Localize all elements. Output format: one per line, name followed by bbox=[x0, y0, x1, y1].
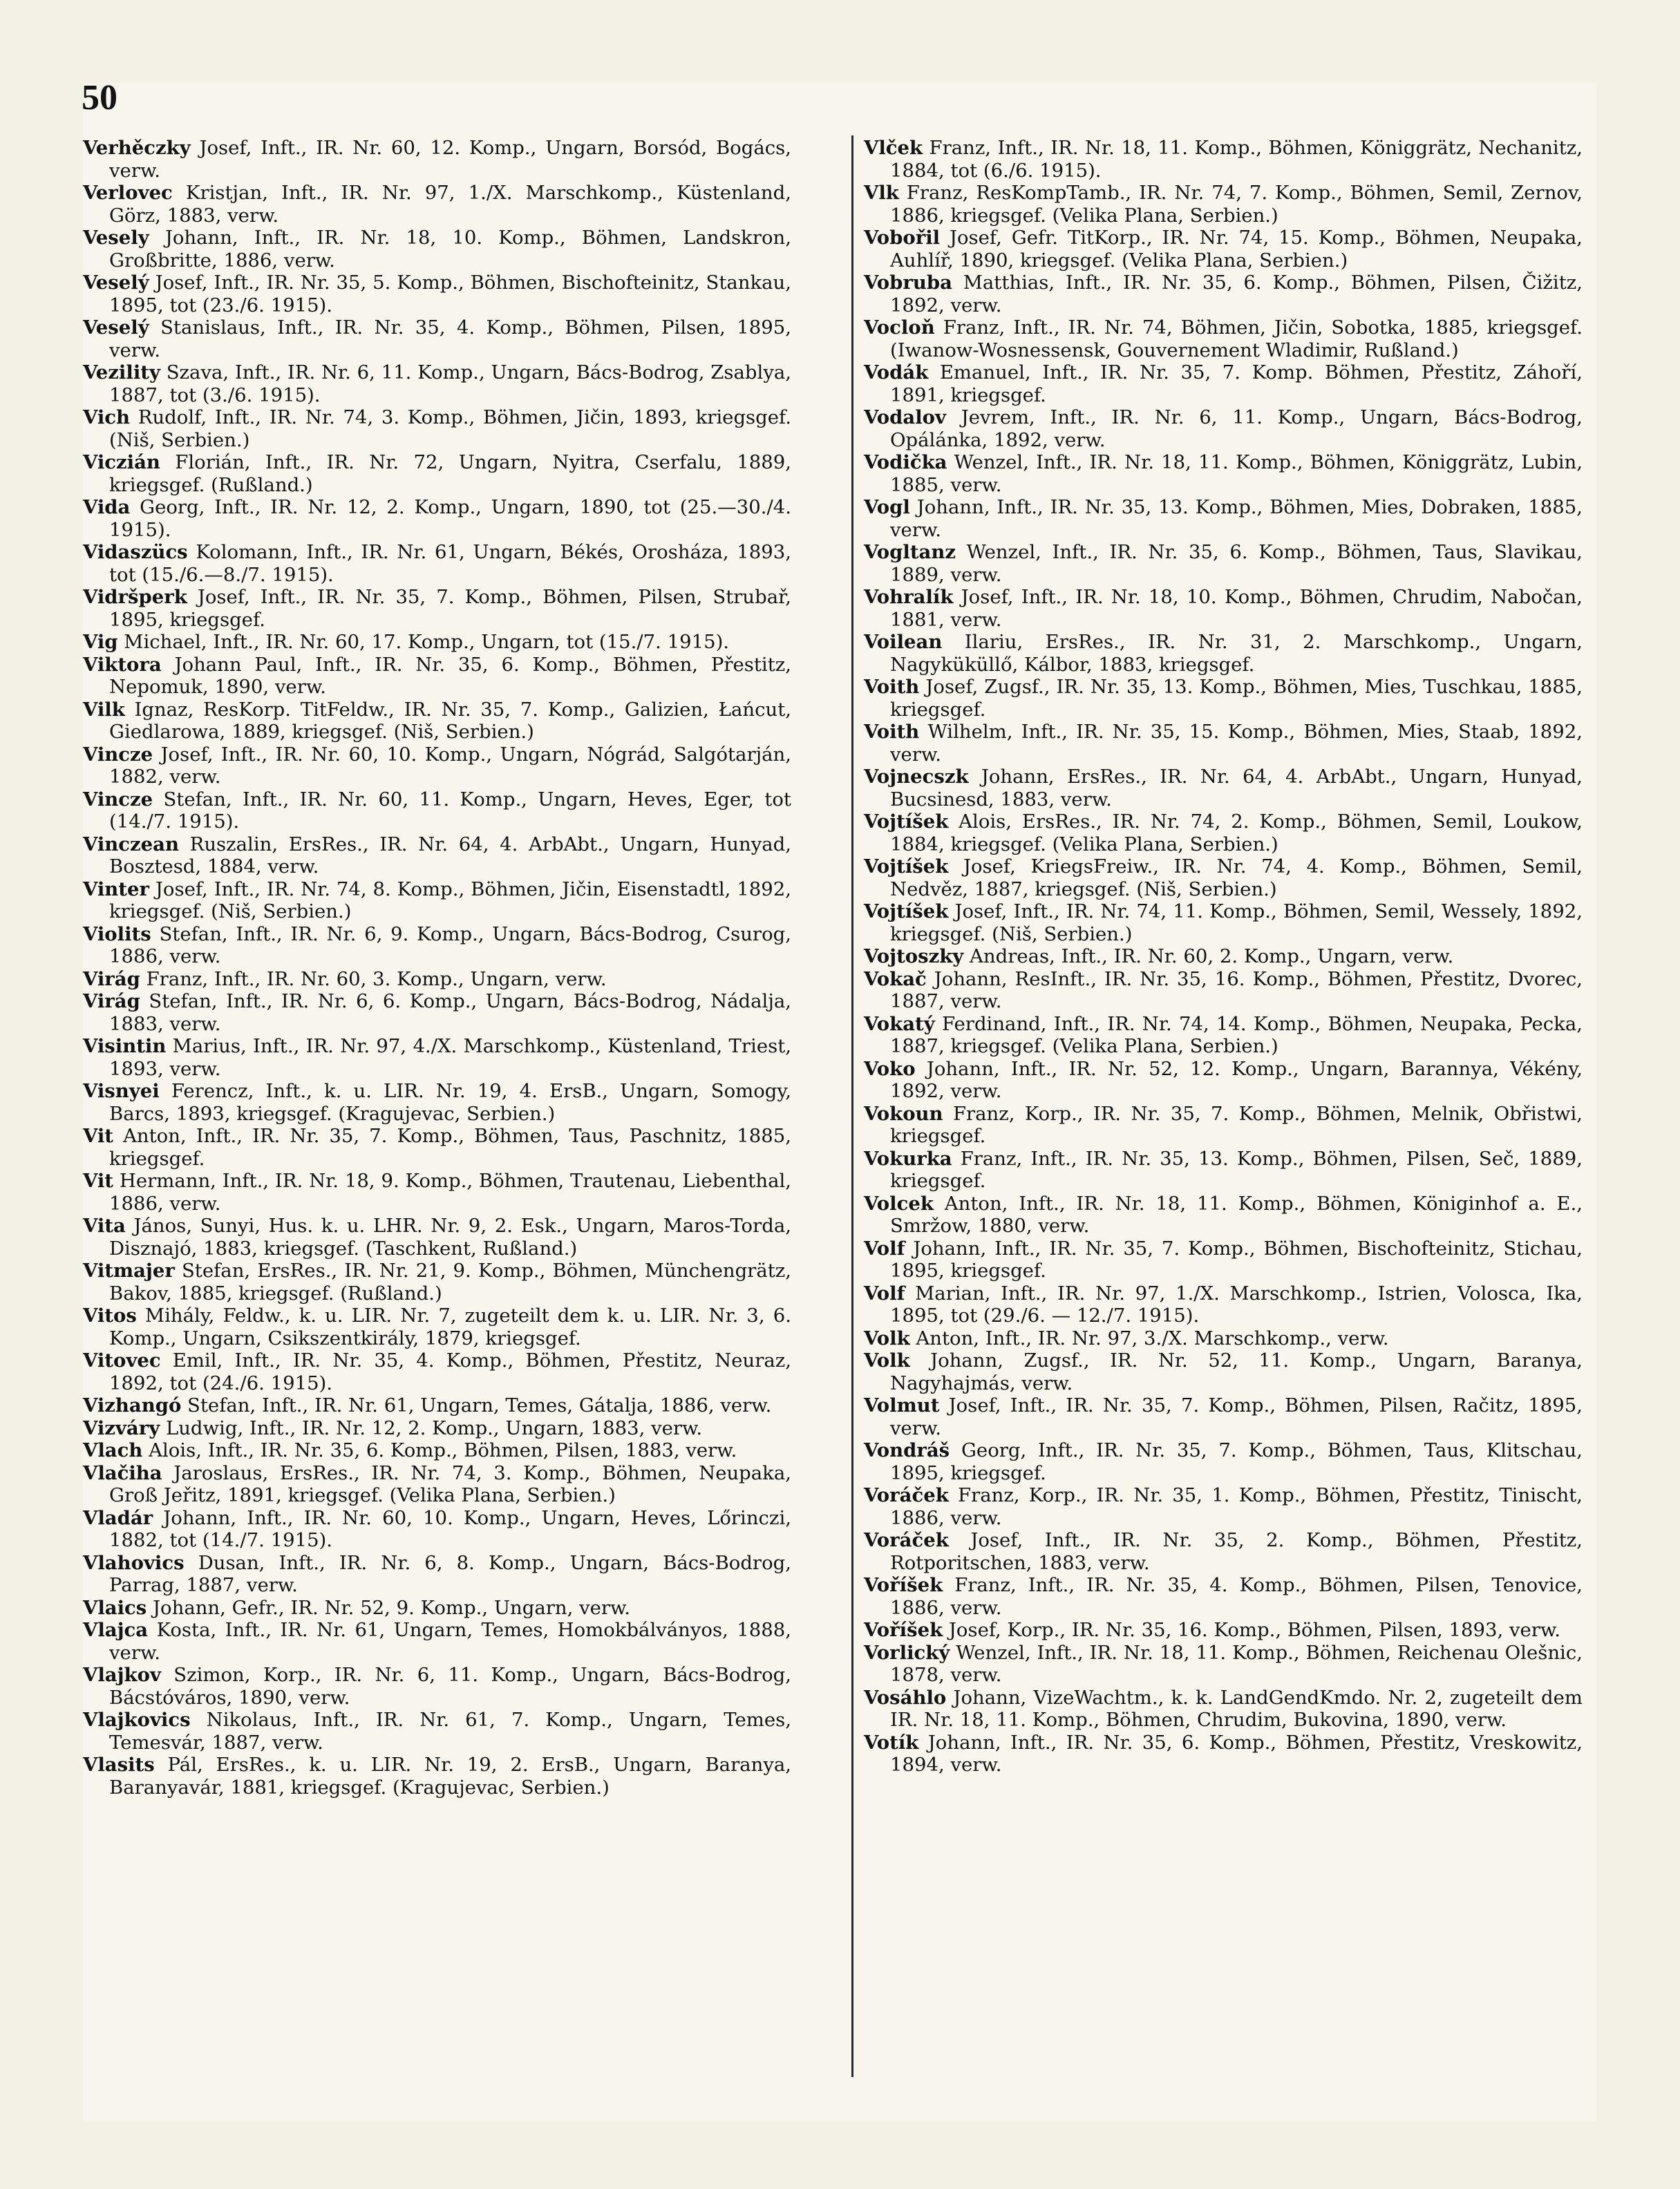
entry-surname: Vogl bbox=[864, 496, 910, 518]
list-item bbox=[83, 743, 791, 788]
entry-surname: Volf bbox=[864, 1237, 905, 1260]
entry-surname: Veselý bbox=[83, 316, 149, 339]
entry-details: Hermann, Inft., IR. Nr. 18, 9. Komp., Böhmen, Trautenau, Liebenthal, 1886, verw. bbox=[109, 1170, 791, 1215]
entry-surname: Vodalov bbox=[864, 406, 946, 428]
entry-surname: Vodička bbox=[864, 451, 947, 473]
entry-surname: Vincze bbox=[83, 743, 153, 766]
entry-surname: Vezility bbox=[83, 361, 160, 383]
list-item bbox=[864, 968, 1583, 1013]
entry-details: Franz, Inft., IR. Nr. 35, 4. Komp., Böhmen, Pilsen, Tenovice, 1886, verw. bbox=[890, 1574, 1583, 1619]
entry-surname: Volmut bbox=[864, 1394, 940, 1416]
entry-details: Anton, Inft., IR. Nr. 18, 11. Komp., Böhmen, Königinhof a. E., Smržow, 1880, verw. bbox=[890, 1192, 1583, 1237]
list-item bbox=[83, 451, 791, 496]
entry-details: Alois, Inft., IR. Nr. 35, 6. Komp., Böhmen, Pilsen, 1883, verw. bbox=[149, 1439, 737, 1461]
list-item bbox=[83, 137, 791, 182]
list-item bbox=[83, 923, 791, 968]
list-item bbox=[864, 1732, 1583, 1776]
entry-surname: Vohralík bbox=[864, 586, 954, 608]
list-item bbox=[864, 1013, 1583, 1058]
entry-surname: Vlk bbox=[864, 182, 899, 204]
entry-surname: Vizváry bbox=[83, 1416, 160, 1439]
list-item bbox=[864, 1574, 1583, 1619]
list-item bbox=[864, 272, 1583, 316]
entry-surname: Volk bbox=[864, 1349, 910, 1372]
list-item bbox=[83, 496, 791, 541]
list-item bbox=[83, 1305, 791, 1349]
list-item bbox=[83, 1349, 791, 1394]
entry-details: Johann, Inft., IR. Nr. 35, 6. Komp., Böhmen, Přestitz, Vreskowitz, 1894, verw. bbox=[890, 1731, 1583, 1776]
entry-details: Nikolaus, Inft., IR. Nr. 61, 7. Komp., Ungarn, Temes, Temesvár, 1887, verw. bbox=[109, 1709, 791, 1754]
list-item bbox=[864, 1642, 1583, 1687]
list-item bbox=[864, 1058, 1583, 1103]
list-item bbox=[864, 1193, 1583, 1238]
entry-details: Josef, Gefr. TitKorp., IR. Nr. 74, 15. Komp., Böhmen, Neupaka, Auhlíř, 1890, kriegsgef. (Velika Plana, Serbien.) bbox=[890, 227, 1583, 272]
list-item bbox=[864, 541, 1583, 586]
entry-details: Josef, KriegsFreiw., IR. Nr. 74, 4. Komp., Böhmen, Semil, Nedvěz, 1887, kriegsgef. (Niš, Serbien.) bbox=[890, 855, 1583, 900]
list-item bbox=[83, 1619, 791, 1664]
entry-surname: Voříšek bbox=[864, 1619, 943, 1641]
list-item bbox=[864, 496, 1583, 541]
list-item bbox=[83, 406, 791, 451]
entry-details: Florián, Inft., IR. Nr. 72, Ungarn, Nyitra, Cserfalu, 1889, kriegsgef. (Rußland.) bbox=[109, 451, 792, 496]
entry-details: Johann Paul, Inft., IR. Nr. 35, 6. Komp., Böhmen, Přestitz, Nepomuk, 1890, verw. bbox=[109, 653, 791, 698]
list-item bbox=[864, 451, 1583, 496]
list-item bbox=[83, 654, 791, 699]
right-column bbox=[864, 137, 1583, 1776]
entry-details: Wenzel, Inft., IR. Nr. 35, 6. Komp., Böhmen, Taus, Slavikau, 1889, verw. bbox=[890, 541, 1583, 586]
entry-surname: Vizhangó bbox=[83, 1394, 182, 1416]
entry-details: Ludwig, Inft., IR. Nr. 12, 2. Komp., Ungarn, 1883, verw. bbox=[165, 1416, 703, 1439]
entry-details: Mihály, Feldw., k. u. LIR. Nr. 7, zugeteilt dem k. u. LIR. Nr. 3, 6. Komp., Ungarn, Csikszentkirály, 1879, kriegsgef. bbox=[109, 1305, 791, 1349]
entry-details: Josef, Inft., IR. Nr. 35, 7. Komp., Böhmen, Pilsen, Račitz, 1895, verw. bbox=[890, 1394, 1583, 1439]
entry-details: Ignaz, ResKorp. TitFeldw., IR. Nr. 35, 7. Komp., Galizien, Łańcut, Giedlarowa, 1889, kriegsgef. (Niš, Serbien.) bbox=[109, 698, 791, 743]
list-item bbox=[83, 1552, 791, 1597]
entry-details: Georg, Inft., IR. Nr. 12, 2. Komp., Ungarn, 1890, tot (25.—30./4. 1915). bbox=[109, 496, 791, 541]
entry-details: Josef, Inft., IR. Nr. 60, 12. Komp., Ungarn, Borsód, Bogács, verw. bbox=[109, 137, 791, 182]
entry-details: Dusan, Inft., IR. Nr. 6, 8. Komp., Ungarn, Bács-Bodrog, Parrag, 1887, verw. bbox=[109, 1551, 791, 1596]
entry-surname: Vojtíšek bbox=[864, 855, 949, 878]
list-item bbox=[864, 1282, 1583, 1327]
list-item bbox=[83, 1664, 791, 1709]
entry-surname: Vit bbox=[83, 1170, 114, 1192]
entry-details: Rudolf, Inft., IR. Nr. 74, 3. Komp., Böhmen, Jičin, 1893, kriegsgef. (Niš, Serbien.) bbox=[109, 406, 791, 451]
entry-details: Josef, Inft., IR. Nr. 35, 2. Komp., Böhmen, Přestitz, Rotporitschen, 1883, verw. bbox=[890, 1529, 1583, 1574]
entry-surname: Vinczean bbox=[83, 833, 179, 855]
list-item bbox=[83, 1260, 791, 1305]
entry-surname: Vinter bbox=[83, 878, 149, 900]
entry-surname: Vojtíšek bbox=[864, 900, 949, 922]
list-item bbox=[864, 137, 1583, 182]
list-item bbox=[83, 182, 791, 227]
entry-details: Stefan, Inft., IR. Nr. 61, Ungarn, Temes, Gátalja, 1886, verw. bbox=[187, 1394, 772, 1416]
entry-details: Johann, ResInft., IR. Nr. 35, 16. Komp., Böhmen, Přestitz, Dvorec, 1887, verw. bbox=[890, 967, 1583, 1012]
entry-details: Stefan, Inft., IR. Nr. 6, 9. Komp., Ungarn, Bács-Bodrog, Csurog, 1886, verw. bbox=[109, 922, 791, 967]
entry-surname: Vodák bbox=[864, 361, 929, 383]
list-item bbox=[864, 1619, 1583, 1642]
entry-details: Josef, Inft., IR. Nr. 74, 11. Komp., Böhmen, Semil, Wessely, 1892, kriegsgef. (Niš, Serbien.) bbox=[890, 900, 1583, 945]
entry-surname: Voith bbox=[864, 721, 920, 743]
entry-details: Kosta, Inft., IR. Nr. 61, Ungarn, Temes, Homokbálványos, 1888, verw. bbox=[109, 1619, 791, 1664]
list-item bbox=[83, 1417, 791, 1440]
column-divider bbox=[851, 135, 853, 2077]
entry-details: Marius, Inft., IR. Nr. 97, 4./X. Marschkomp., Küstenland, Triest, 1893, verw. bbox=[109, 1035, 791, 1080]
list-item bbox=[83, 1597, 791, 1620]
entry-surname: Vitos bbox=[83, 1305, 137, 1327]
list-item bbox=[83, 541, 791, 586]
entry-details: Ferencz, Inft., k. u. LIR. Nr. 19, 4. ErsB., Ungarn, Somogy, Barcs, 1893, kriegsgef. (Kragujevac, Serbien.) bbox=[109, 1080, 791, 1125]
entry-details: Josef, Inft., IR. Nr. 60, 10. Komp., Ungarn, Nógrád, Salgótarján, 1882, verw. bbox=[109, 743, 791, 788]
entry-surname: Voráček bbox=[864, 1484, 949, 1506]
entry-surname: Voith bbox=[864, 676, 920, 698]
entry-details: Jevrem, Inft., IR. Nr. 6, 11. Komp., Ungarn, Bács-Bodrog, Opálánka, 1892, verw. bbox=[890, 406, 1583, 451]
list-item bbox=[83, 631, 791, 654]
entry-surname: Vobruba bbox=[864, 272, 952, 294]
entry-details: Szava, Inft., IR. Nr. 6, 11. Komp., Ungarn, Bács-Bodrog, Zsablya, 1887, tot (3./6. 1915). bbox=[109, 361, 791, 406]
entry-details: Anton, Inft., IR. Nr. 35, 7. Komp., Böhmen, Taus, Paschnitz, 1885, kriegsgef. bbox=[109, 1125, 791, 1170]
list-item bbox=[864, 586, 1583, 631]
list-item bbox=[864, 766, 1583, 811]
entry-surname: Vladár bbox=[83, 1506, 153, 1529]
entry-surname: Vida bbox=[83, 496, 131, 518]
list-item bbox=[864, 1238, 1583, 1282]
entry-surname: Visintin bbox=[83, 1035, 167, 1057]
list-item bbox=[864, 1484, 1583, 1529]
entry-surname: Veselý bbox=[83, 272, 149, 294]
entry-details: Johann, Inft., IR. Nr. 35, 13. Komp., Böhmen, Mies, Dobraken, 1885, verw. bbox=[890, 496, 1583, 541]
entry-details: Emanuel, Inft., IR. Nr. 35, 7. Komp. Böhmen, Přestitz, Záhoří, 1891, kriegsgef. bbox=[890, 361, 1583, 406]
entry-surname: Voko bbox=[864, 1057, 916, 1080]
entry-details: Andreas, Inft., IR. Nr. 60, 2. Komp., Ungarn, verw. bbox=[970, 945, 1454, 967]
entry-details: Jaroslaus, ErsRes., IR. Nr. 74, 3. Komp., Böhmen, Neupaka, Groß Jeřitz, 1891, kriegsgef. (Velika Plana, Serbien.) bbox=[109, 1461, 791, 1506]
entry-details: Ilariu, ErsRes., IR. Nr. 31, 2. Marschkomp., Ungarn, Nagyküküllő, Kálbor, 1883, kriegsgef. bbox=[890, 631, 1583, 676]
entry-details: Johann, VizeWachtm., k. k. LandGendKmdo. Nr. 2, zugeteilt dem IR. Nr. 18, 11. Komp., Böhmen, Chrudim, Bukovina, 1890, verw. bbox=[890, 1686, 1583, 1731]
entry-details: János, Sunyi, Hus. k. u. LHR. Nr. 9, 2. Esk., Ungarn, Maros-Torda, Disznajó, 1883, kriegsgef. (Taschkent, Rußland.) bbox=[109, 1215, 791, 1260]
entry-surname: Vlajkov bbox=[83, 1664, 161, 1686]
list-item bbox=[864, 1327, 1583, 1350]
entry-details: Stanislaus, Inft., IR. Nr. 35, 4. Komp., Böhmen, Pilsen, 1895, verw. bbox=[109, 316, 792, 361]
entry-details: Johann, Gefr., IR. Nr. 52, 9. Komp., Ungarn, verw. bbox=[153, 1596, 631, 1619]
entry-details: Franz, Inft., IR. Nr. 74, Böhmen, Jičin, Sobotka, 1885, kriegsgef. (Iwanow-Wosnessensk, Gouvernement Wladimir, Rußland.) bbox=[890, 316, 1583, 361]
list-item bbox=[83, 833, 791, 878]
list-item bbox=[83, 1709, 791, 1754]
entry-details: Johann, Inft., IR. Nr. 18, 10. Komp., Böhmen, Landskron, Großbritte, 1886, verw. bbox=[109, 227, 792, 272]
entry-surname: Vogltanz bbox=[864, 541, 956, 563]
list-item bbox=[83, 1439, 791, 1462]
entry-surname: Vokoun bbox=[864, 1102, 943, 1125]
entry-surname: Vincze bbox=[83, 788, 153, 811]
entry-details: Franz, ResKompTamb., IR. Nr. 74, 7. Komp., Böhmen, Semil, Zernov, 1886, kriegsgef. (Velika Plana, Serbien.) bbox=[890, 182, 1583, 227]
entry-details: Franz, Korp., IR. Nr. 35, 1. Komp., Böhmen, Přestitz, Tinischt, 1886, verw. bbox=[890, 1484, 1583, 1529]
page-number: 50 bbox=[82, 78, 117, 117]
entry-surname: Vlach bbox=[83, 1439, 143, 1461]
entry-details: Johann, ErsRes., IR. Nr. 64, 4. ArbAbt., Ungarn, Hunyad, Bucsinesd, 1883, verw. bbox=[890, 766, 1583, 811]
list-item bbox=[864, 676, 1583, 721]
entry-surname: Vlajca bbox=[83, 1619, 149, 1641]
list-item bbox=[864, 631, 1583, 676]
entry-surname: Voilean bbox=[864, 631, 943, 653]
entry-details: Matthias, Inft., IR. Nr. 35, 6. Komp., Böhmen, Pilsen, Čižitz, 1892, verw. bbox=[890, 272, 1583, 316]
entry-surname: Vocloň bbox=[864, 316, 935, 339]
list-item bbox=[864, 721, 1583, 766]
entry-surname: Violits bbox=[83, 922, 151, 945]
entry-details: Kristjan, Inft., IR. Nr. 97, 1./X. Marschkomp., Küstenland, Görz, 1883, verw. bbox=[109, 182, 791, 227]
entry-details: Franz, Korp., IR. Nr. 35, 7. Komp., Böhmen, Melnik, Obřistwi, kriegsgef. bbox=[890, 1102, 1583, 1147]
list-item bbox=[83, 878, 791, 923]
list-item bbox=[864, 1103, 1583, 1148]
entry-surname: Vojnecszk bbox=[864, 766, 969, 788]
entry-surname: Volf bbox=[864, 1282, 905, 1305]
list-item bbox=[864, 406, 1583, 451]
list-item bbox=[864, 1687, 1583, 1732]
entry-surname: Vita bbox=[83, 1215, 126, 1237]
entry-details: Johann, Inft., IR. Nr. 52, 12. Komp., Ungarn, Barannya, Vékény, 1892, verw. bbox=[890, 1057, 1583, 1102]
entry-surname: Votík bbox=[864, 1731, 919, 1754]
entry-surname: Vobořil bbox=[864, 227, 941, 249]
entry-surname: Vidršperk bbox=[83, 586, 187, 608]
entry-surname: Vitmajer bbox=[83, 1260, 175, 1282]
entry-surname: Vojtíšek bbox=[864, 811, 949, 833]
list-item bbox=[83, 1125, 791, 1170]
entry-details: Josef, Inft., IR. Nr. 35, 7. Komp., Böhmen, Pilsen, Strubař, 1895, kriegsgef. bbox=[109, 586, 791, 631]
entry-surname: Volk bbox=[864, 1327, 910, 1349]
entry-surname: Visnyei bbox=[83, 1080, 160, 1102]
entry-details: Josef, Inft., IR. Nr. 35, 5. Komp., Böhmen, Bischofteinitz, Stankau, 1895, tot (23./6. 1915). bbox=[109, 272, 791, 316]
entry-surname: Vig bbox=[83, 631, 118, 653]
entry-surname: Vlačiha bbox=[83, 1461, 162, 1484]
entry-details: Stefan, Inft., IR. Nr. 6, 6. Komp., Ungarn, Bács-Bodrog, Nádalja, 1883, verw. bbox=[109, 990, 791, 1035]
list-item bbox=[83, 699, 791, 743]
list-item bbox=[83, 316, 791, 361]
entry-details: Anton, Inft., IR. Nr. 97, 3./X. Marschkomp., verw. bbox=[916, 1327, 1389, 1349]
list-item bbox=[83, 1035, 791, 1080]
entry-details: Josef, Inft., IR. Nr. 18, 10. Komp., Böhmen, Chrudim, Nabočan, 1881, verw. bbox=[890, 586, 1583, 631]
entry-surname: Vit bbox=[83, 1125, 114, 1147]
list-item bbox=[83, 1215, 791, 1260]
entry-surname: Vlaics bbox=[83, 1596, 147, 1619]
list-item bbox=[83, 361, 791, 406]
list-item bbox=[83, 1394, 791, 1417]
entry-details: Michael, Inft., IR. Nr. 60, 17. Komp., Ungarn, tot (15./7. 1915). bbox=[124, 631, 730, 653]
entry-surname: Vondráš bbox=[864, 1439, 950, 1461]
entry-surname: Virág bbox=[83, 967, 140, 990]
entry-surname: Viktora bbox=[83, 653, 162, 676]
entry-details: Szimon, Korp., IR. Nr. 6, 11. Komp., Ungarn, Bács-Bodrog, Bácstóváros, 1890, verw. bbox=[109, 1664, 791, 1709]
entry-details: Wenzel, Inft., IR. Nr. 18, 11. Komp., Böhmen, Königgrätz, Lubin, 1885, verw. bbox=[890, 451, 1583, 496]
entry-surname: Vokurka bbox=[864, 1147, 952, 1170]
list-item bbox=[83, 990, 791, 1035]
entry-details: Franz, Inft., IR. Nr. 60, 3. Komp., Ungarn, verw. bbox=[146, 967, 607, 990]
entry-surname: Volcek bbox=[864, 1192, 934, 1215]
left-column bbox=[83, 137, 791, 1799]
entry-surname: Vokač bbox=[864, 967, 927, 990]
entry-details: Pál, ErsRes., k. u. LIR. Nr. 19, 2. ErsB., Ungarn, Baranya, Baranyavár, 1881, kriegsgef. (Kragujevac, Serbien.) bbox=[109, 1754, 791, 1799]
list-item bbox=[864, 1148, 1583, 1193]
entry-surname: Vlahovics bbox=[83, 1551, 185, 1574]
entry-details: Josef, Zugsf., IR. Nr. 35, 13. Komp., Böhmen, Mies, Tuschkau, 1885, kriegsgef. bbox=[890, 676, 1583, 721]
list-item bbox=[864, 900, 1583, 945]
entry-details: Marian, Inft., IR. Nr. 97, 1./X. Marschkomp., Istrien, Volosca, Ika, 1895, tot (29./6. — 12./7. 1915). bbox=[890, 1282, 1583, 1327]
list-item bbox=[83, 1462, 791, 1507]
entry-details: Ruszalin, ErsRes., IR. Nr. 64, 4. ArbAbt., Ungarn, Hunyad, Bosztesd, 1884, verw. bbox=[109, 833, 791, 878]
list-item bbox=[864, 361, 1583, 406]
entry-details: Ferdinand, Inft., IR. Nr. 74, 14. Komp., Böhmen, Neupaka, Pecka, 1887, kriegsgef. (Velika Plana, Serbien.) bbox=[890, 1012, 1583, 1057]
entry-details: Franz, Inft., IR. Nr. 35, 13. Komp., Böhmen, Pilsen, Seč, 1889, kriegsgef. bbox=[890, 1147, 1583, 1192]
entry-surname: Vosáhlo bbox=[864, 1686, 947, 1709]
list-item bbox=[83, 227, 791, 272]
list-item bbox=[83, 1080, 791, 1125]
entry-surname: Vokatý bbox=[864, 1012, 935, 1035]
entry-surname: Verlovec bbox=[83, 182, 173, 204]
entry-details: Johann, Inft., IR. Nr. 35, 7. Komp., Böhmen, Bischofteinitz, Stichau, 1895, kriegsgef. bbox=[890, 1237, 1583, 1282]
entry-details: Stefan, Inft., IR. Nr. 60, 11. Komp., Ungarn, Heves, Eger, tot (14./7. 1915). bbox=[109, 788, 791, 833]
list-item bbox=[864, 811, 1583, 855]
entry-surname: Vlasits bbox=[83, 1754, 155, 1776]
entry-details: Georg, Inft., IR. Nr. 35, 7. Komp., Böhmen, Taus, Klitschau, 1895, kriegsgef. bbox=[890, 1439, 1583, 1484]
entry-surname: Vojtoszky bbox=[864, 945, 964, 967]
entry-details: Josef, Korp., IR. Nr. 35, 16. Komp., Böhmen, Pilsen, 1893, verw. bbox=[948, 1619, 1560, 1641]
entry-details: Franz, Inft., IR. Nr. 18, 11. Komp., Böhmen, Königgrätz, Nechanitz, 1884, tot (6./6. 1915). bbox=[890, 137, 1583, 182]
entry-details: Johann, Zugsf., IR. Nr. 52, 11. Komp., Ungarn, Baranya, Nagyhajmás, verw. bbox=[890, 1349, 1583, 1394]
list-item bbox=[864, 227, 1583, 272]
list-item bbox=[864, 855, 1583, 900]
list-item bbox=[864, 182, 1583, 227]
entry-surname: Vilk bbox=[83, 698, 125, 721]
entry-details: Stefan, ErsRes., IR. Nr. 21, 9. Komp., Böhmen, Münchengrätz, Bakov, 1885, kriegsgef. (Rußland.) bbox=[109, 1260, 791, 1305]
entry-surname: Verhěczky bbox=[83, 137, 191, 159]
entry-surname: Vorlický bbox=[864, 1641, 950, 1664]
list-item bbox=[864, 945, 1583, 968]
list-item bbox=[83, 586, 791, 631]
entry-details: Wilhelm, Inft., IR. Nr. 35, 15. Komp., Böhmen, Mies, Staab, 1892, verw. bbox=[890, 721, 1583, 766]
list-item bbox=[83, 788, 791, 833]
entry-details: Wenzel, Inft., IR. Nr. 18, 11. Komp., Böhmen, Reichenau Olešnic, 1878, verw. bbox=[890, 1641, 1583, 1686]
list-item bbox=[83, 1170, 791, 1215]
entry-surname: Vlajkovics bbox=[83, 1709, 191, 1731]
entry-surname: Voříšek bbox=[864, 1574, 943, 1596]
entry-details: Johann, Inft., IR. Nr. 60, 10. Komp., Ungarn, Heves, Lőrinczi, 1882, tot (14./7. 1915). bbox=[109, 1506, 791, 1551]
entry-details: Alois, ErsRes., IR. Nr. 74, 2. Komp., Böhmen, Semil, Loukow, 1884, kriegsgef. (Velika Plana, Serbien.) bbox=[890, 811, 1583, 855]
entry-surname: Virág bbox=[83, 990, 140, 1012]
entry-surname: Vich bbox=[83, 406, 131, 428]
list-item bbox=[83, 1754, 791, 1799]
entry-details: Emil, Inft., IR. Nr. 35, 4. Komp., Böhmen, Přestitz, Neuraz, 1892, tot (24./6. 1915). bbox=[109, 1349, 791, 1394]
list-item bbox=[83, 968, 791, 991]
list-item bbox=[864, 1394, 1583, 1439]
entry-surname: Voráček bbox=[864, 1529, 949, 1551]
list-item bbox=[83, 272, 791, 316]
entry-details: Kolomann, Inft., IR. Nr. 61, Ungarn, Békés, Orosháza, 1893, tot (15./6.—8./7. 1915). bbox=[109, 541, 791, 586]
list-item bbox=[864, 316, 1583, 361]
list-item bbox=[864, 1439, 1583, 1484]
entry-surname: Vitovec bbox=[83, 1349, 161, 1372]
list-item bbox=[83, 1507, 791, 1552]
entry-surname: Vesely bbox=[83, 227, 149, 249]
entry-surname: Viczián bbox=[83, 451, 160, 473]
entry-surname: Vidaszücs bbox=[83, 541, 188, 563]
list-item bbox=[864, 1349, 1583, 1394]
entry-surname: Vlček bbox=[864, 137, 923, 159]
list-item bbox=[864, 1529, 1583, 1574]
entry-details: Josef, Inft., IR. Nr. 74, 8. Komp., Böhmen, Jičin, Eisenstadtl, 1892, kriegsgef. (Niš, Serbien.) bbox=[109, 878, 791, 922]
